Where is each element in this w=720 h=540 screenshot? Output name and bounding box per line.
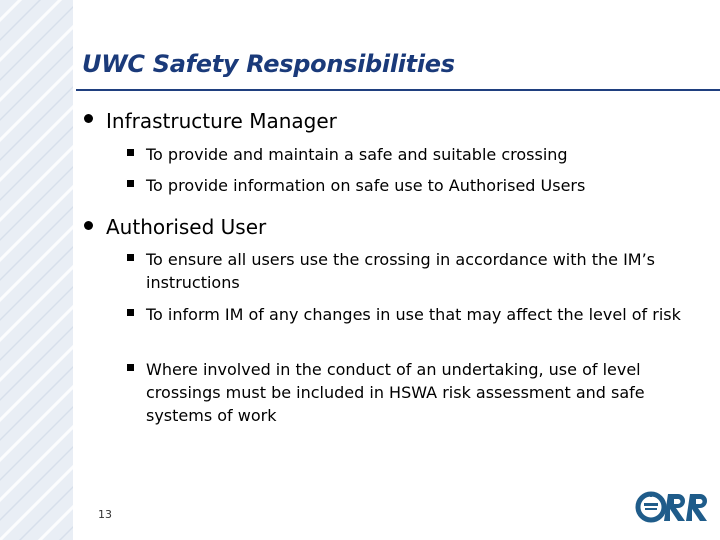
list-item: To ensure all users use the crossing in accordance with the IM’s instructions (146, 250, 656, 292)
section-heading-authorised-user: Authorised User (106, 215, 267, 239)
orr-logo-icon (634, 488, 714, 532)
list-item: To inform IM of any changes in use that may affect the level of risk (146, 305, 681, 324)
section-heading-infrastructure-manager: Infrastructure Manager (106, 109, 337, 133)
bullet-icon (84, 114, 93, 123)
bullet-icon (84, 221, 93, 230)
square-bullet-icon (127, 149, 134, 156)
title-divider (76, 89, 720, 91)
square-bullet-icon (127, 180, 134, 187)
list-item: To provide and maintain a safe and suitable crossing (146, 145, 568, 164)
decorative-stripe-panel (0, 0, 73, 540)
list-item: Where involved in the conduct of an undertaking, use of level crossings must be included in HSWA risk assessment and safe systems of work (146, 360, 645, 425)
square-bullet-icon (127, 309, 134, 316)
page-number: 13 (98, 508, 112, 521)
stripe-pattern (0, 0, 73, 540)
list-item: To provide information on safe use to Authorised Users (146, 176, 586, 195)
square-bullet-icon (127, 254, 134, 261)
slide-title: UWC Safety Responsibilities (82, 50, 455, 78)
square-bullet-icon (127, 364, 134, 371)
